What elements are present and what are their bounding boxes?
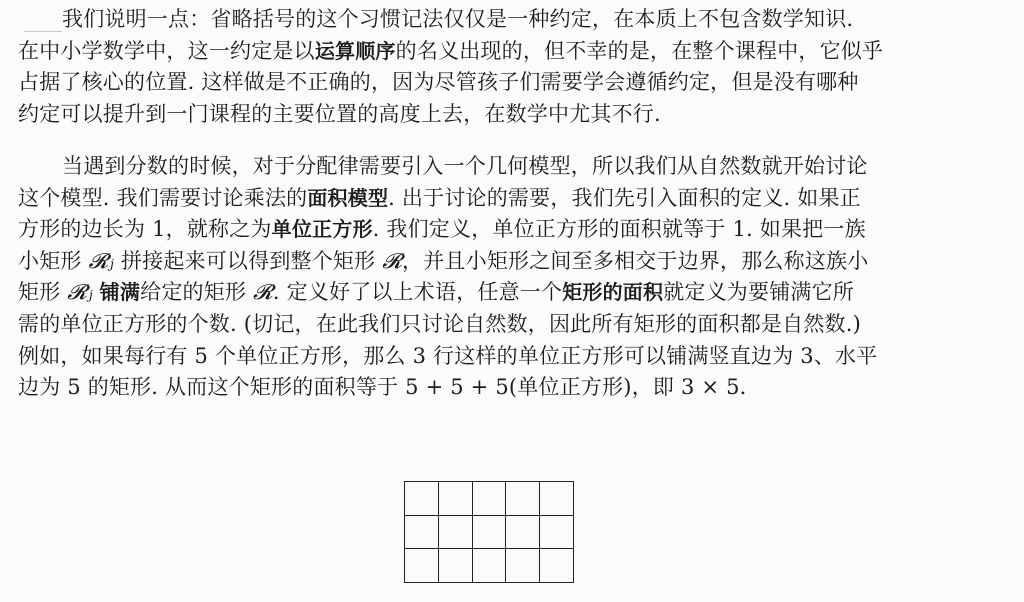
text-segment: 方形的边长为 1，就称之为 — [18, 217, 272, 242]
math-symbol: 𝓡 — [382, 248, 403, 273]
text-segment: 当遇到分数的时候，对于分配律需要引入一个几何模型，所以我们从自然数就开始讨论 — [62, 154, 868, 178]
text-segment: ，并且小矩形之间至多相交于边界，那么称这族小 — [402, 248, 869, 273]
unit-square — [439, 516, 473, 550]
paragraph-conventions — [18, 4, 1008, 130]
text-line — [18, 372, 1008, 404]
unit-square — [540, 482, 574, 516]
unit-square — [540, 516, 574, 550]
text-segment: 的名义出现的，但不幸的是，在整个课程中，它似乎 — [395, 38, 884, 63]
text-segment: 例如，如果每行有 5 个单位正方形，那么 3 行这样的单位正方形可以铺满竖直边为 3、水平 — [18, 343, 878, 368]
unit-square — [473, 482, 507, 516]
bold-term: 铺满 — [99, 280, 141, 305]
unit-square — [506, 516, 540, 550]
text-segment — [93, 280, 100, 304]
unit-square — [473, 516, 507, 550]
text-line — [18, 183, 1008, 215]
text-line — [18, 99, 1008, 131]
unit-square — [439, 549, 473, 583]
text-segment: 需的单位正方形的个数. (切记，在此我们只讨论自然数，因此所有矩形的面积都是自然数.) — [18, 311, 862, 336]
text-line — [18, 277, 1008, 309]
text-segment: 约定可以提升到一门课程的主要位置的高度上去，在数学中尤其不行. — [18, 101, 661, 126]
bold-term: 面积模型 — [307, 185, 389, 210]
unit-square — [506, 549, 540, 583]
text-line — [18, 151, 1008, 183]
unit-square-grid-figure — [404, 481, 574, 583]
math-symbol: 𝓡 — [253, 280, 273, 305]
text-segment: 就定义为要铺满它所 — [663, 280, 855, 305]
paragraph-area-model — [18, 151, 1008, 404]
text-line — [18, 246, 1008, 278]
text-segment: 我们说明一点：省略括号的这个习惯记法仅仅是一种约定，在本质上不包含数学知识. — [62, 7, 854, 31]
bold-term: 矩形的面积 — [562, 280, 664, 305]
unit-square — [405, 549, 439, 583]
bold-term: 运算顺序 — [314, 38, 396, 63]
text-segment: . 定义好了以上术语，任意一个 — [272, 280, 563, 305]
unit-square — [473, 549, 507, 583]
text-line — [18, 4, 1008, 36]
text-segment: 占据了核心的位置. 这样做是不正确的，因为尽管孩子们需要学会遵循约定，但是没有哪种 — [18, 70, 859, 95]
text-segment: 给定的矩形 — [140, 280, 254, 305]
text-segment: 在中小学数学中，这一约定是以 — [18, 38, 315, 63]
text-segment: 这个模型. 我们需要讨论乘法的 — [18, 185, 308, 210]
text-segment: 拼接起来可以得到整个矩形 — [114, 248, 383, 273]
text-line — [18, 214, 1008, 246]
text-line — [18, 36, 1008, 68]
unit-square — [506, 482, 540, 516]
bold-term: 单位正方形 — [271, 217, 373, 242]
text-segment: 边为 5 的矩形. 从而这个矩形的面积等于 5 + 5 + 5(单位正方形)，即 3 × 5. — [18, 375, 747, 400]
text-line — [18, 67, 1008, 99]
text-segment: . 出于讨论的需要，我们先引入面积的定义. 如果正 — [388, 185, 861, 210]
unit-square — [540, 549, 574, 583]
math-symbol: 𝓡ⱼ — [67, 280, 93, 305]
text-line — [18, 309, 1008, 341]
text-line — [18, 341, 1008, 373]
text-segment: 矩形 — [18, 280, 68, 305]
unit-square — [439, 482, 473, 516]
text-segment: . 我们定义，单位正方形的面积就等于 1. 如果把一族 — [372, 217, 866, 242]
text-segment: 小矩形 — [18, 248, 89, 273]
math-symbol: 𝓡ⱼ — [88, 248, 115, 273]
unit-square — [405, 482, 439, 516]
unit-square — [405, 516, 439, 550]
